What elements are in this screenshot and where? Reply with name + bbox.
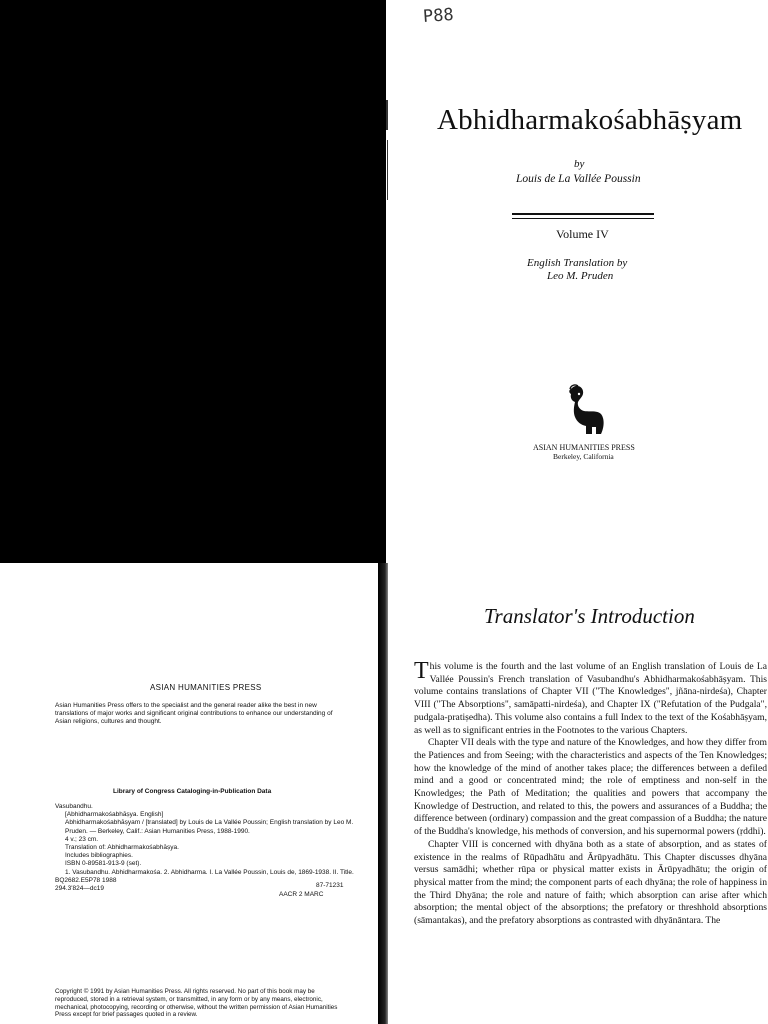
publisher-name: ASIAN HUMANITIES PRESS: [533, 443, 635, 452]
byline-by: by: [574, 158, 585, 170]
book-spine-lower: [378, 563, 388, 1024]
intro-paragraph: Chapter VII deals with the type and nature of the Knowledges, and how they differ from the Patiences and from Seeing; with the characteristics and aspects of the Ten Knowledges; how the knowledge of the mind of another takes place; the differences between a defiled mind and a good or concentrated mind; the role of emptiness and non-self in the Knowledges; the Path of Meditation; the qualities and powers that accompany the Knowledge of Destruction, and related to this, the powers and assurances of a Buddha; the difference between (ordinary) compassion and the great compassion of a Buddha; the nature of the Buddha's knowledge, his methods of conversion, and his supernormal powers (ṛddhi).: [414, 737, 767, 838]
drop-cap: T: [414, 661, 429, 684]
cip-number: 87-71231: [316, 882, 344, 889]
cip-line: Includes bibliographies.: [65, 852, 133, 860]
spine-mark: [387, 140, 388, 200]
cip-code: AACR 2 MARC: [279, 891, 324, 898]
imprint-publisher-name: ASIAN HUMANITIES PRESS: [150, 683, 262, 692]
cip-line: 4 v.; 23 cm.: [65, 835, 99, 843]
author-name: Louis de La Vallée Poussin: [516, 173, 641, 185]
intro-paragraph: [414, 661, 767, 737]
publisher-city: Berkeley, California: [553, 452, 614, 461]
book-title: Abhidharmakośabhāṣyam: [437, 104, 743, 136]
handwritten-page-note: P88: [422, 4, 455, 28]
cip-line: 294.3'824—dc19: [55, 885, 104, 893]
title-rule-thick: [512, 213, 654, 215]
copyright-notice: Copyright © 1991 by Asian Humanities Press. All rights reserved. No part of this book may be reproduced, stored in a retrieval system, or transmitted, in any form or by any means, electronic, mechanical, photocopying, recording or otherwise, without the written permission of Asian Humanities Press except for brief passages quoted in a review.: [55, 988, 338, 1019]
cip-line: Abhidharmakośabhāṣyam / [translated] by Louis de La Vallée Poussin; English translation by Leo M. Pruden. — Berkeley, Calif.: Asian Humanities Press, 1988-1990.: [65, 819, 354, 835]
book-spine-upper: [378, 0, 386, 563]
cip-line: 1. Vasubandhu. Abhidharmakośa. 2. Abhidharma. I. La Vallée Poussin, Louis de, 1869-1938. II. Title.: [65, 868, 354, 876]
translator-name: Leo M. Pruden: [547, 270, 614, 282]
intro-paragraph: Chapter VIII is concerned with dhyāna both as a state of absorption, and as states of existence in the realms of Rūpadhātu and Ārūpyadhātu. This Chapter discusses dhyāna versus samādhi; whether rūpa or physical matter exists in Ārūpyadhātu; the origin of physical matter from the mind; the component parts of each dhyāna; the role of happiness in the Third Dhyāna; the role and nature of faith; which absorption can arise after which absorption; the mental object of the absorptions; the prefatory or threshhold absorptions (sāmantakas), and the prefatory absorptions as contrasted with dhyānāntara. The: [414, 838, 767, 927]
cip-line: BQ2682.E5P78 1988: [55, 876, 117, 884]
cip-line: Translation of: Abhidharmakośabhāṣya.: [65, 844, 179, 852]
intro-heading: Translator's Introduction: [484, 604, 695, 628]
cip-line: ISBN 0-89581-913-9 (set).: [65, 860, 142, 868]
elephant-logo-icon: [566, 384, 606, 436]
volume-label: Volume IV: [556, 227, 609, 241]
intro-body: [414, 661, 767, 1024]
intro-paragraph-text: his volume is the fourth and the last volume of an English translation of Louis de La Vallée Poussin's French translation of Vasubandhu's Abhidharmakośabhāṣyam. This volume contains translations of Chapter VII ("The Knowledges", jñāna-nirdeśa), Chapter VIII ("The Absorptions", samāpatti-nirdeśa), and Chapter IX ("Refutation of the Pudgala", pudgala-pratiṣedha). This volume also contains a full Index to the text of the Kośabhāṣyam, as well as to significant entries in the Footnotes to the various Chapters.: [414, 661, 767, 736]
cip-line: [Abhidharmakośabhāṣya. English]: [65, 811, 164, 819]
cip-data-block: [55, 803, 355, 893]
translation-label: English Translation by: [527, 257, 628, 269]
spine-mark: [386, 100, 388, 130]
title-rule-thin: [512, 218, 654, 219]
cip-line: Vasubandhu.: [55, 803, 93, 810]
publisher-blurb: Asian Humanities Press offers to the specialist and the general reader alike the best in new translations of major works and significant original contributions to enhance our understanding of Asian religions, cultures and thought.: [55, 702, 333, 725]
cip-heading: Library of Congress Cataloging-in-Publication Data: [113, 788, 272, 795]
scan-black-area: [0, 0, 378, 563]
